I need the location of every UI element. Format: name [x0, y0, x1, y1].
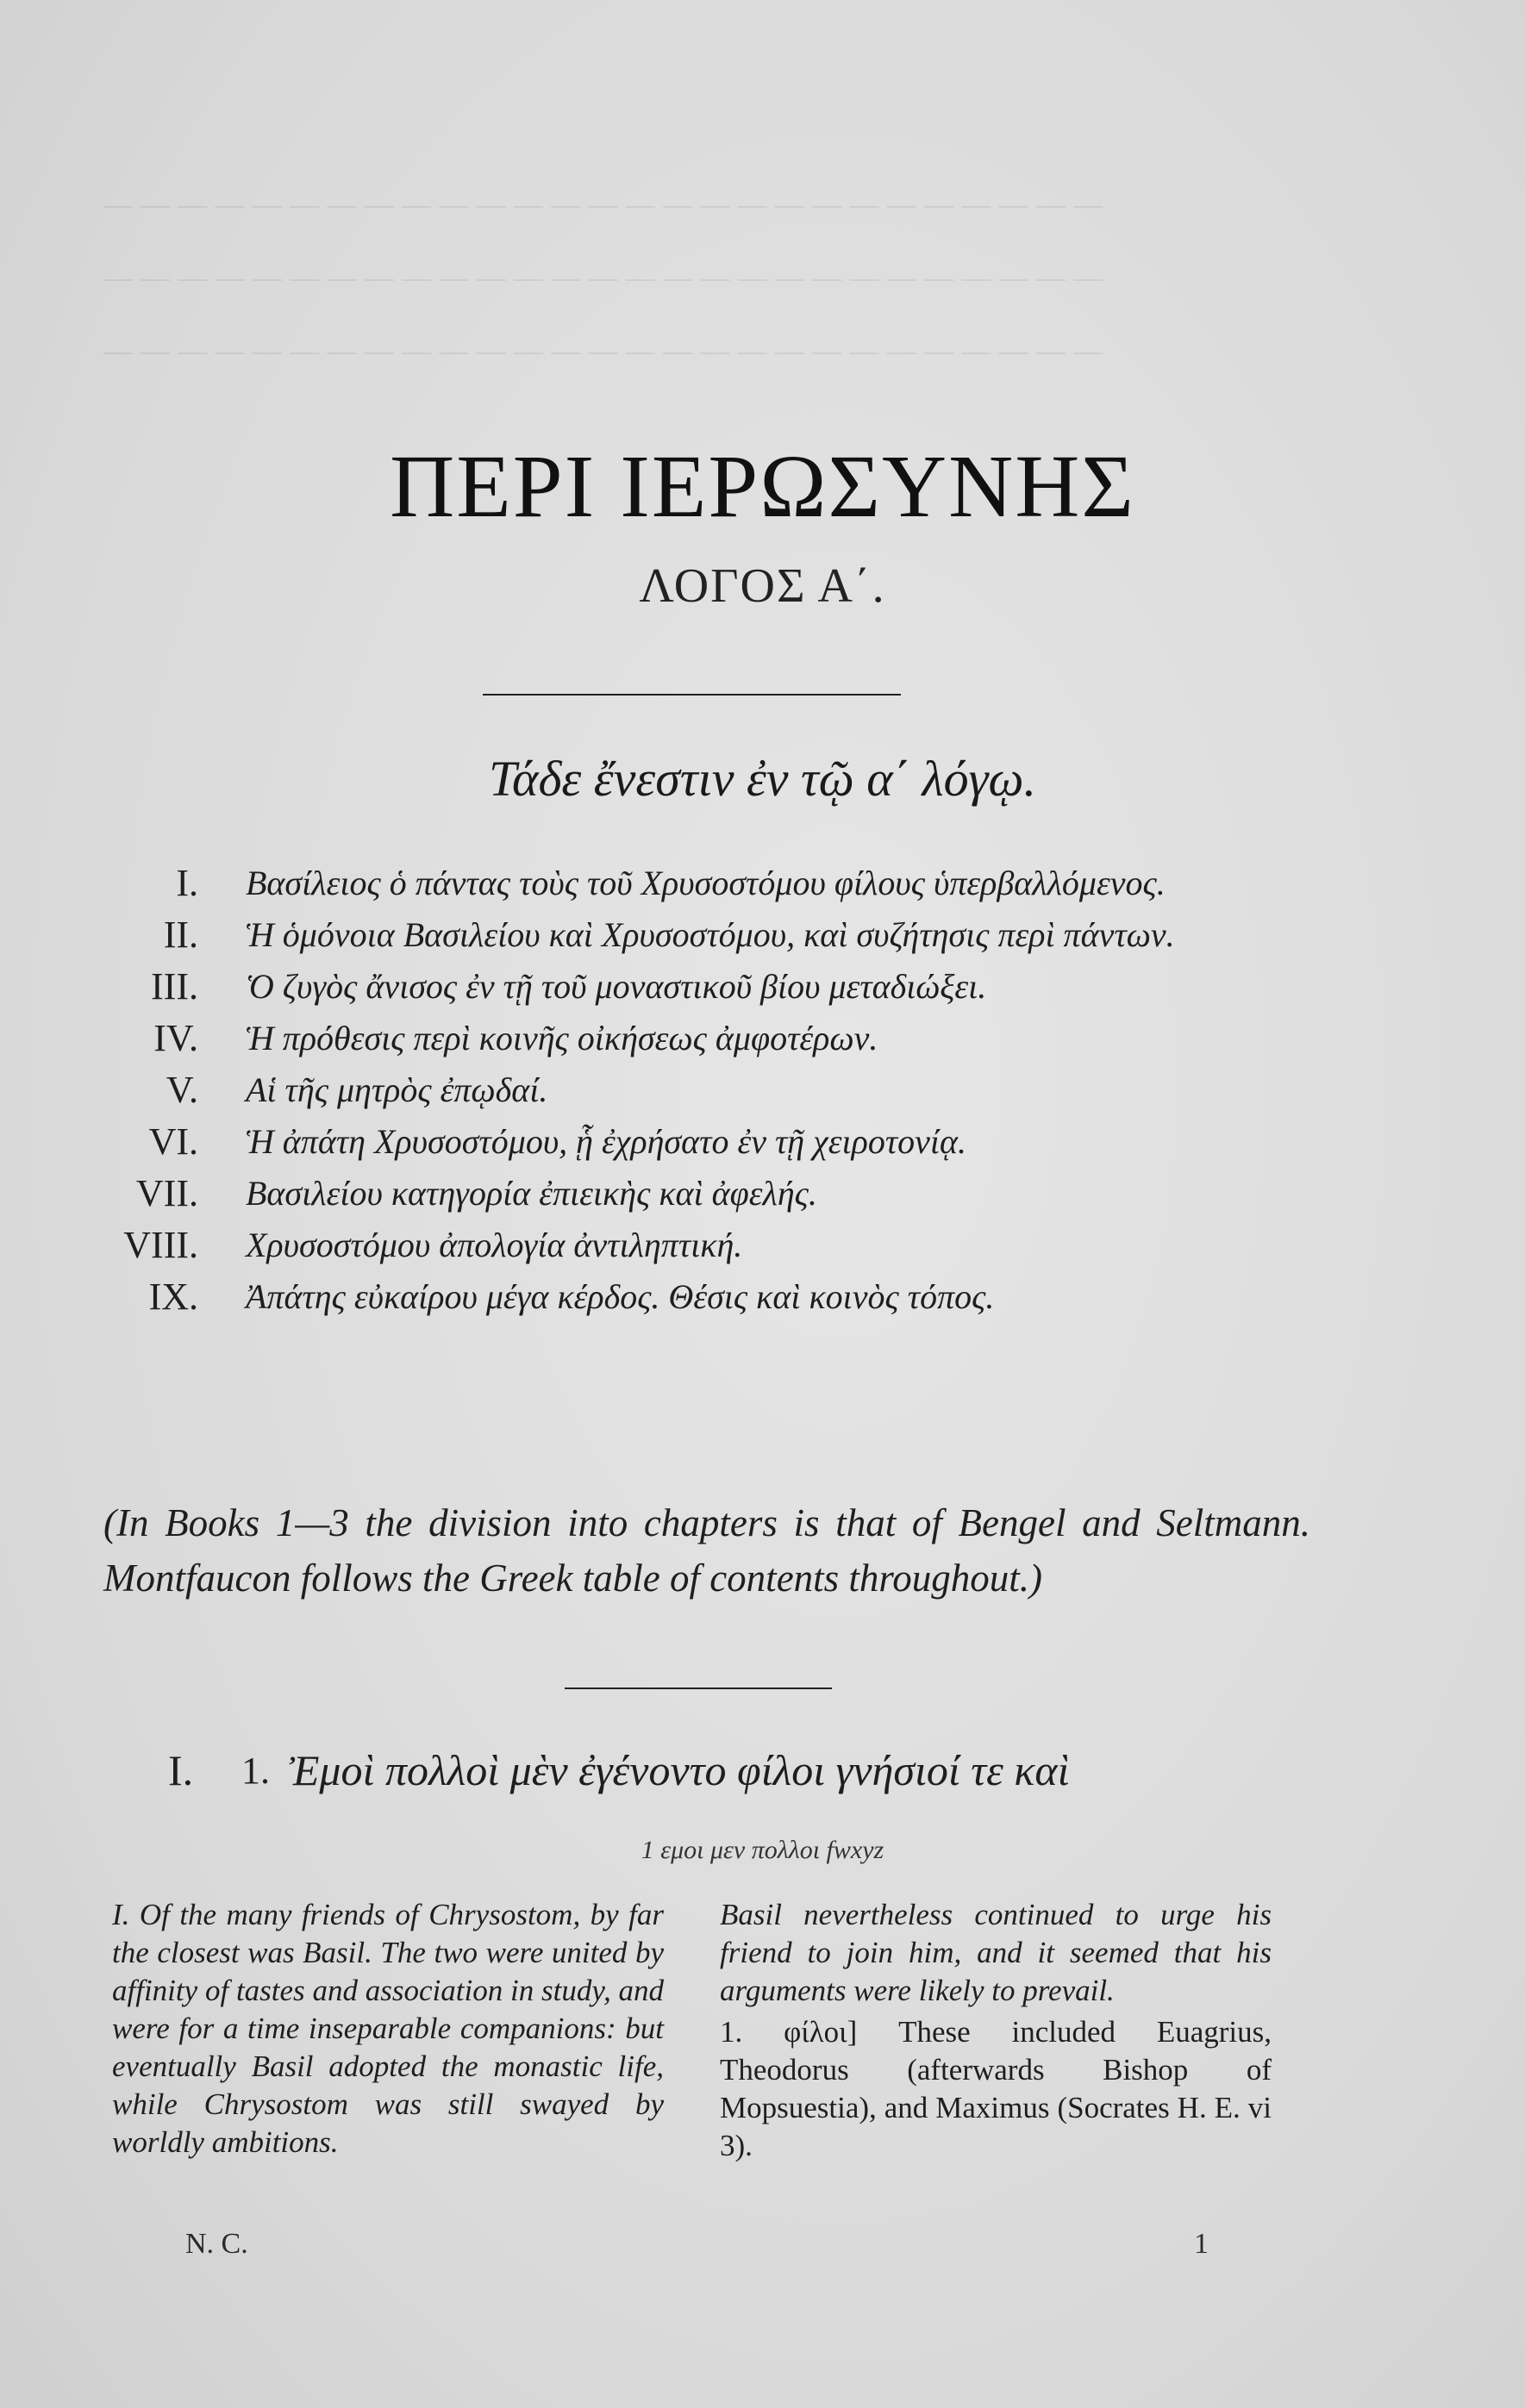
toc-text: Ὁ ζυγὸς ἄνισος ἐν τῇ τοῦ μοναστικοῦ βίου μεταδιώξει. — [246, 967, 987, 1006]
toc-number: II. — [163, 914, 198, 956]
critical-apparatus: 1 εμοι μεν πολλοι fwxyz — [641, 1836, 884, 1864]
toc-text: Βασίλειος ὁ πάντας τοὺς τοῦ Χρυσοστόμου φίλους ὑπερβαλλόμενος. — [246, 864, 1166, 902]
toc-item — [103, 1013, 1310, 1064]
chapter-summary: I. Of the many friends of Chrysostom, by far the closest was Basil. The two were united by affinity of tastes and association in study, and were for a time inseparable companions: but eventually Basil adopted the monastic life, while Chrysostom was still swayed by worldly ambitions. — [112, 1898, 664, 2159]
main-text-line — [0, 1745, 1525, 1814]
chapter-summary-continued: Basil nevertheless continued to urge his friend to join him, and it seemed that his arguments were likely to prevail. — [720, 1898, 1272, 2007]
toc-number: III. — [151, 965, 198, 1007]
toc-text: Ἡ πρόθεσις περὶ κοινῆς οἰκήσεως ἀμφοτέρων. — [246, 1019, 878, 1057]
toc-item — [103, 1116, 1310, 1168]
toc-number: VIII. — [123, 1224, 198, 1266]
toc-item — [103, 858, 1310, 909]
table-of-contents — [103, 858, 1310, 1323]
page-subtitle: ΛΟΓΟΣ Α΄. — [639, 559, 886, 613]
toc-number: I. — [176, 862, 198, 904]
contents-heading: Τάδε ἔνεστιν ἐν τῷ α΄ λόγῳ. — [489, 751, 1036, 807]
toc-item — [103, 961, 1310, 1013]
bleed-through-text: — — — — — — — — — — — — — — — — — — — — — — — — — — — — [103, 259, 1103, 296]
editorial-note: (In Books 1—3 the division into chapters is that of Bengel and Seltmann. Montfaucon follows the Greek table of contents throughout.) — [103, 1501, 1310, 1600]
toc-number: VII. — [135, 1172, 198, 1214]
toc-number: IV. — [153, 1017, 198, 1059]
divider-rule — [483, 694, 901, 696]
toc-text: Ἡ ἀπάτη Χρυσοστόμου, ᾗ ἐχρήσατο ἐν τῇ χειροτονίᾳ. — [246, 1122, 966, 1161]
toc-text: Βασιλείου κατηγορία ἐπιεικὴς καὶ ἀφελής. — [246, 1174, 817, 1213]
bleed-through-text: — — — — — — — — — — — — — — — — — — — — — — — — — — — — [103, 186, 1103, 222]
toc-item — [103, 1064, 1310, 1116]
toc-text: Αἱ τῆς μητρὸς ἐπῳδαί. — [246, 1070, 548, 1109]
toc-number: VI. — [148, 1120, 198, 1163]
toc-text: Ἀπάτης εὐκαίρου μέγα κέρδος. Θέσις καὶ κοινὸς τόπος. — [246, 1277, 995, 1316]
toc-number: V. — [166, 1069, 198, 1111]
chapter-number: I. — [168, 1746, 194, 1794]
toc-item — [103, 909, 1310, 961]
verse-number: 1. — [241, 1750, 270, 1792]
bleed-through-text: — — — — — — — — — — — — — — — — — — — — — — — — — — — — [103, 333, 1103, 369]
toc-text: Χρυσοστόμου ἀπολογία ἀντιληπτική. — [246, 1226, 743, 1264]
right-column — [720, 1896, 1272, 2165]
greek-text: Ἐμοὶ πολλοὶ μὲν ἐγένοντο φίλοι γνήσιοί τε καὶ — [289, 1746, 1070, 1794]
toc-text: Ἡ ὁμόνοια Βασιλείου καὶ Χρυσοστόμου, καὶ συζήτησις περὶ πάντων. — [246, 915, 1175, 954]
page-title: ΠΕΡΙ ΙΕΡΩΣΥΝΗΣ — [390, 437, 1135, 536]
toc-number: IX. — [148, 1276, 198, 1318]
sheet-number: 1 — [1194, 2228, 1209, 2260]
toc-item — [103, 1168, 1310, 1220]
toc-item — [103, 1271, 1310, 1323]
toc-item — [103, 1220, 1310, 1271]
divider-rule — [565, 1687, 832, 1689]
footnote: 1. φίλοι] These included Euagrius, Theodorus (afterwards Bishop of Mopsuestia), and Maximus (Socrates H. E. vi 3). — [720, 2015, 1272, 2162]
signature-mark: N. C. — [185, 2228, 248, 2260]
